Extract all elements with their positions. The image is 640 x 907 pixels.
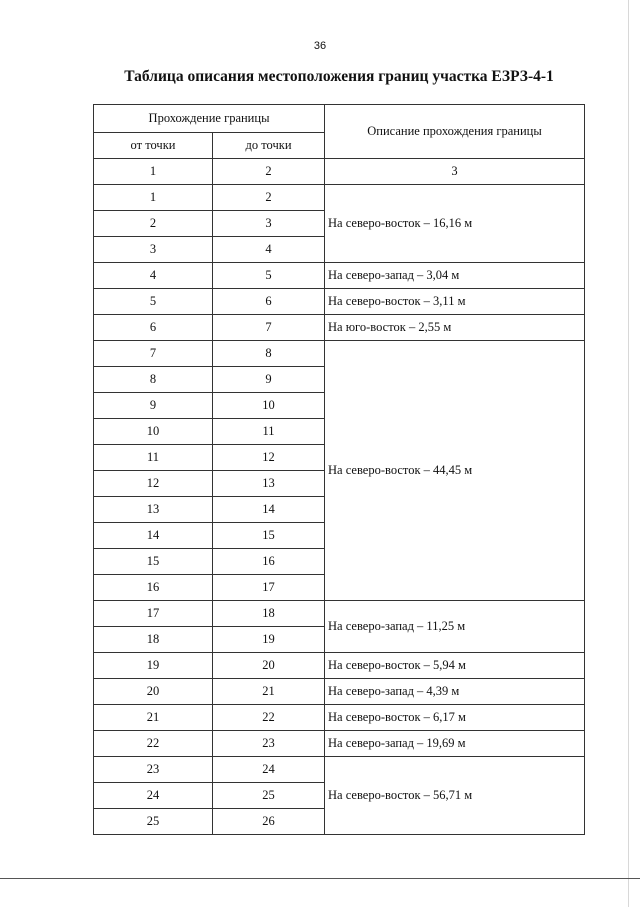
from-point-cell: 24 bbox=[94, 783, 213, 809]
from-point-cell: 5 bbox=[94, 289, 213, 315]
from-point-cell: 25 bbox=[94, 809, 213, 835]
to-point-cell: 4 bbox=[213, 237, 325, 263]
to-point-cell: 15 bbox=[213, 523, 325, 549]
boundary-table bbox=[93, 104, 585, 835]
group-header: Прохождение границы bbox=[94, 105, 325, 133]
from-point-cell: 13 bbox=[94, 497, 213, 523]
description-cell: На северо-запад – 4,39 м bbox=[325, 679, 585, 705]
description-cell: На северо-восток – 5,94 м bbox=[325, 653, 585, 679]
from-point-cell: 1 bbox=[94, 185, 213, 211]
description-cell: На северо-запад – 19,69 м bbox=[325, 731, 585, 757]
to-point-cell: 25 bbox=[213, 783, 325, 809]
page-bottom-border bbox=[0, 878, 640, 879]
from-point-cell: 23 bbox=[94, 757, 213, 783]
table-row bbox=[94, 601, 585, 627]
to-point-cell: 24 bbox=[213, 757, 325, 783]
from-point-cell: 14 bbox=[94, 523, 213, 549]
to-point-cell: 21 bbox=[213, 679, 325, 705]
from-point-cell: 4 bbox=[94, 263, 213, 289]
from-point-cell: 15 bbox=[94, 549, 213, 575]
table-row bbox=[94, 757, 585, 783]
to-point-cell: 11 bbox=[213, 419, 325, 445]
description-cell: На северо-восток – 6,17 м bbox=[325, 705, 585, 731]
table-row bbox=[94, 341, 585, 367]
to-point-cell: 18 bbox=[213, 601, 325, 627]
to-point-cell: 8 bbox=[213, 341, 325, 367]
to-point-cell: 16 bbox=[213, 549, 325, 575]
to-point-cell: 20 bbox=[213, 653, 325, 679]
column-number: 1 bbox=[94, 159, 213, 185]
from-point-cell: 17 bbox=[94, 601, 213, 627]
from-point-cell: 7 bbox=[94, 341, 213, 367]
table-row bbox=[94, 705, 585, 731]
description-header: Описание прохождения границы bbox=[325, 105, 585, 159]
to-point-cell: 26 bbox=[213, 809, 325, 835]
to-point-cell: 2 bbox=[213, 185, 325, 211]
from-point-cell: 3 bbox=[94, 237, 213, 263]
from-point-cell: 10 bbox=[94, 419, 213, 445]
document-title: Таблица описания местоположения границ участка ЕЗРЗ-4-1 bbox=[124, 68, 554, 85]
to-point-cell: 9 bbox=[213, 367, 325, 393]
from-point-cell: 18 bbox=[94, 627, 213, 653]
table-row bbox=[94, 731, 585, 757]
from-point-cell: 20 bbox=[94, 679, 213, 705]
description-cell: На северо-восток – 44,45 м bbox=[325, 341, 585, 601]
to-point-cell: 6 bbox=[213, 289, 325, 315]
to-point-cell: 19 bbox=[213, 627, 325, 653]
from-point-cell: 2 bbox=[94, 211, 213, 237]
table-body bbox=[94, 185, 585, 835]
from-point-cell: 9 bbox=[94, 393, 213, 419]
description-cell: На северо-запад – 11,25 м bbox=[325, 601, 585, 653]
from-point-header: от точки bbox=[94, 133, 213, 159]
to-point-cell: 7 bbox=[213, 315, 325, 341]
to-point-cell: 22 bbox=[213, 705, 325, 731]
table-row bbox=[94, 653, 585, 679]
to-point-cell: 13 bbox=[213, 471, 325, 497]
from-point-cell: 12 bbox=[94, 471, 213, 497]
table-row bbox=[94, 289, 585, 315]
to-point-cell: 17 bbox=[213, 575, 325, 601]
to-point-cell: 3 bbox=[213, 211, 325, 237]
table-row bbox=[94, 315, 585, 341]
to-point-cell: 23 bbox=[213, 731, 325, 757]
description-cell: На северо-восток – 16,16 м bbox=[325, 185, 585, 263]
from-point-cell: 19 bbox=[94, 653, 213, 679]
from-point-cell: 11 bbox=[94, 445, 213, 471]
description-cell: На северо-запад – 3,04 м bbox=[325, 263, 585, 289]
to-point-cell: 5 bbox=[213, 263, 325, 289]
to-point-cell: 14 bbox=[213, 497, 325, 523]
from-point-cell: 8 bbox=[94, 367, 213, 393]
from-point-cell: 16 bbox=[94, 575, 213, 601]
to-point-cell: 12 bbox=[213, 445, 325, 471]
column-number: 2 bbox=[213, 159, 325, 185]
to-point-cell: 10 bbox=[213, 393, 325, 419]
table-row bbox=[94, 263, 585, 289]
from-point-cell: 22 bbox=[94, 731, 213, 757]
table-row bbox=[94, 679, 585, 705]
from-point-cell: 6 bbox=[94, 315, 213, 341]
description-cell: На северо-восток – 3,11 м bbox=[325, 289, 585, 315]
description-cell: На юго-восток – 2,55 м bbox=[325, 315, 585, 341]
column-number-row bbox=[94, 159, 585, 185]
table-row bbox=[94, 185, 585, 211]
description-cell: На северо-восток – 56,71 м bbox=[325, 757, 585, 835]
scan-edge-line bbox=[628, 0, 629, 907]
header-row bbox=[94, 105, 585, 133]
to-point-header: до точки bbox=[213, 133, 325, 159]
from-point-cell: 21 bbox=[94, 705, 213, 731]
page-number: 36 bbox=[313, 40, 327, 52]
column-number: 3 bbox=[325, 159, 585, 185]
